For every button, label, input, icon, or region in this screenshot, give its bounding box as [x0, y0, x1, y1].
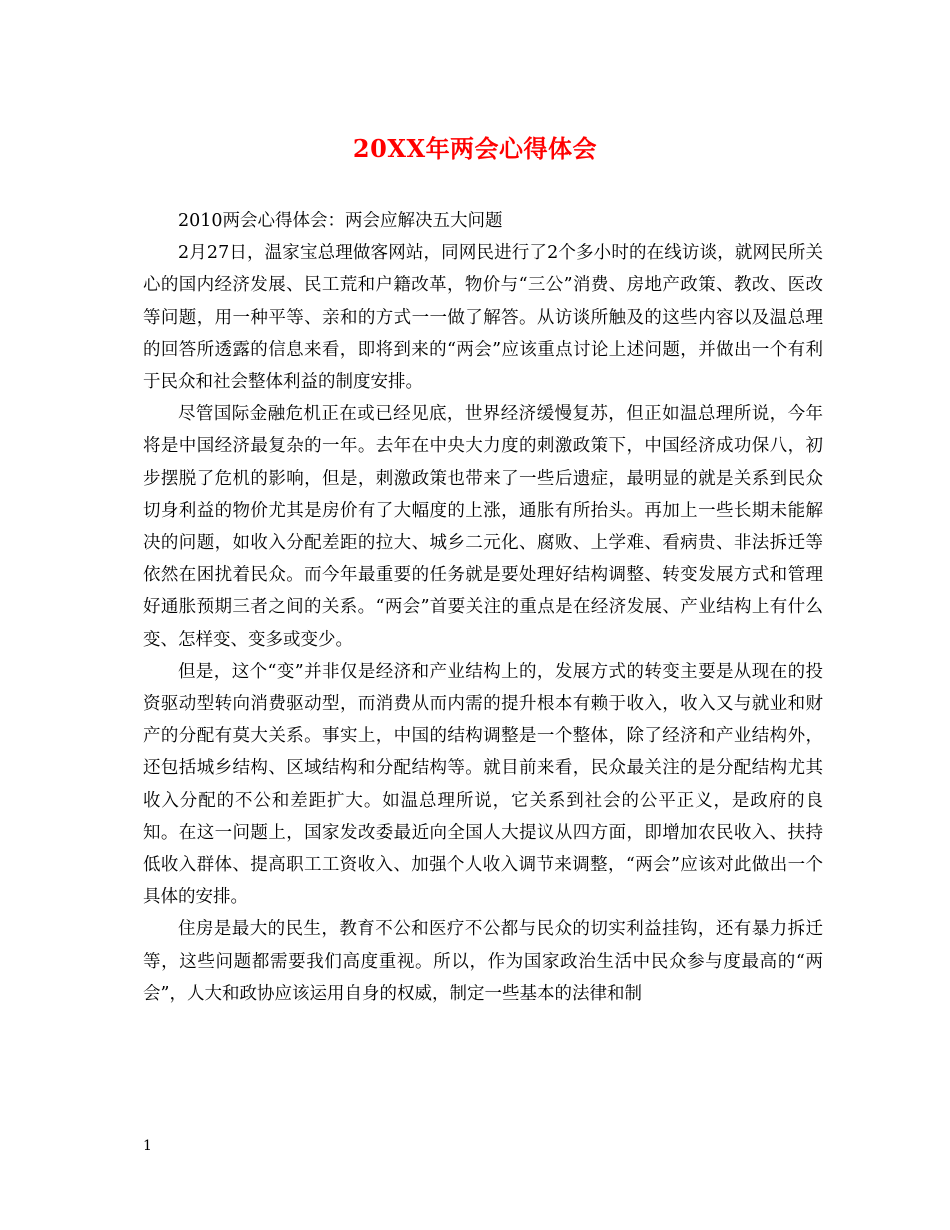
document-body — [143, 205, 823, 1010]
paragraph: 住房是最大的民生，教育不公和医疗不公都与民众的切实利益挂钩，还有暴力拆迁等，这些问题都需要我们高度重视。所以，作为国家政治生活中民众参与度最高的“两会”，人大和政协应该运用自身的权威，制定一些基本的法律和制 — [143, 919, 823, 1004]
paragraph: 2月27日，温家宝总理做客网站，同网民进行了2个多小时的在线访谈，就网民所关心的国内经济发展、民工荒和户籍改革，物价与“三公”消费、房地产政策、教改、医改等问题，用一种平等、亲和的方式一一做了解答。从访谈所触及的这些内容以及温总理的回答所透露的信息来看，即将到来的“两会”应该重点讨论上述问题，并做出一个有利于民众和社会整体利益的制度安排。 — [143, 243, 823, 393]
paragraph: 尽管国际金融危机正在或已经见底，世界经济缓慢复苏，但正如温总理所说，今年将是中国经济最复杂的一年。去年在中央大力度的刺激政策下，中国经济成功保八，初步摆脱了危机的影响，但是，刺激政策也带来了一些后遗症，最明显的就是关系到民众切身利益的物价尤其是房价有了大幅度的上涨，通胀有所抬头。再加上一些长期未能解决的问题，如收入分配差距的拉大、城乡二元化、腐败、上学难、看病贵、非法拆迁等依然在困扰着民众。而今年最重要的任务就是要处理好结构调整、转变发展方式和管理好通胀预期三者之间的关系。“两会”首要关注的重点是在经济发展、产业结构上有什么变、怎样变、变多或变少。 — [143, 404, 823, 650]
paragraph-subtitle: 2010两会心得体会：两会应解决五大问题 — [178, 211, 503, 231]
page-number: 1 — [143, 1138, 152, 1154]
paragraph: 但是，这个“变”并非仅是经济和产业结构上的，发展方式的转变主要是从现在的投资驱动型转向消费驱动型，而消费从而内需的提升根本有赖于收入，收入又与就业和财产的分配有莫大关系。事实上，中国的结构调整是一个整体，除了经济和产业结构外，还包括城乡结构、区域结构和分配结构等。就目前来看，民众最关注的是分配结构尤其收入分配的不公和差距扩大。如温总理所说，它关系到社会的公平正义，是政府的良知。在这一问题上，国家发改委最近向全国人大提议从四方面，即增加农民收入、扶持低收入群体、提高职工工资收入、加强个人收入调节来调整，“两会”应该对此做出一个具体的安排。 — [143, 661, 823, 908]
document-title: 20XX年两会心得体会 — [352, 134, 598, 163]
